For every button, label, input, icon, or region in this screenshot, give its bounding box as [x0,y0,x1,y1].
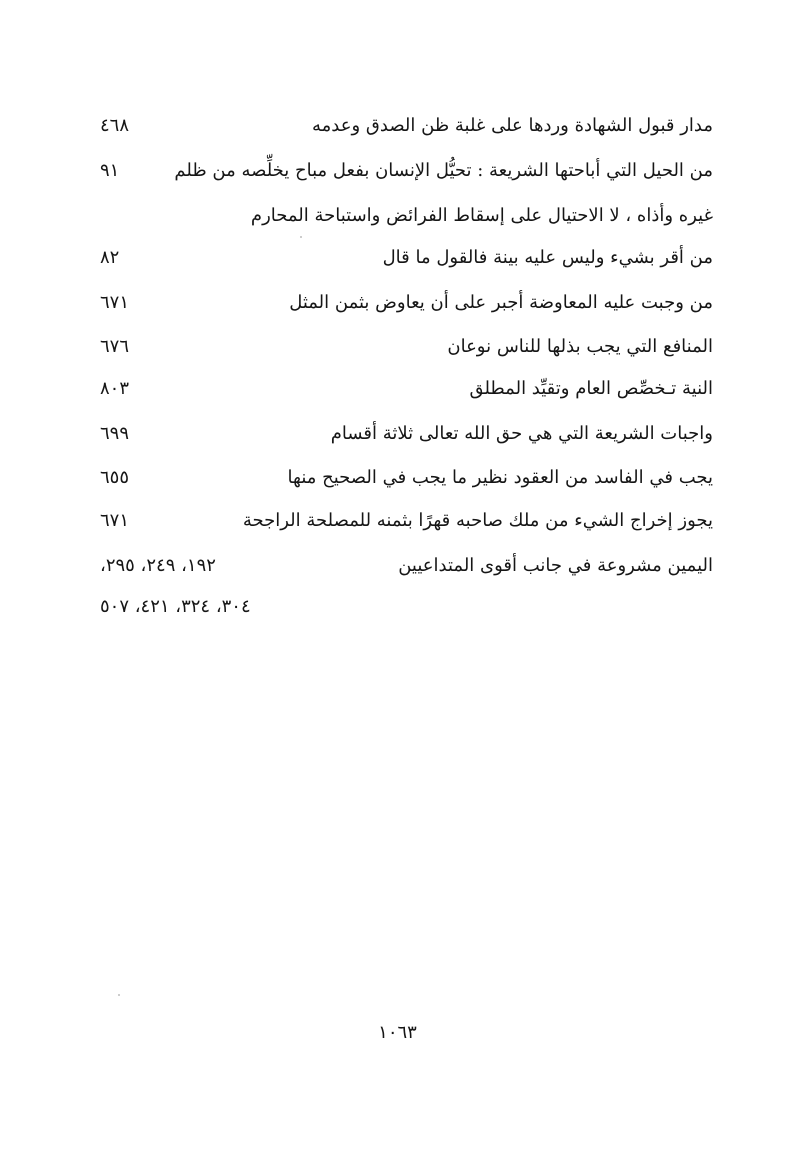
entry-page-number: ٨٢ [100,247,120,268]
index-entry [100,283,713,323]
entry-text: من أقر بشيء وليس عليه بينة فالقول ما قال [382,247,713,268]
index-entry [100,501,713,541]
page-number: ١٠٦٣ [378,1022,417,1043]
entry-text: المنافع التي يجب بذلها للناس نوعان [447,336,713,357]
index-entry [100,327,713,367]
print-speck [300,236,302,238]
entry-text: يجوز إخراج الشيء من ملك صاحبه قهرًا بثمنه للمصلحة الراجحة [242,510,713,531]
index-entry [100,151,713,191]
entry-text: النية تـخصِّص العام وتقيِّد المطلق [469,378,713,399]
entry-text: واجبات الشريعة التي هي حق الله تعالى ثلاثة أقسام [330,423,713,444]
entry-page-number: ٩١ [100,160,120,181]
entry-text: مدار قبول الشهادة وردها على غلبة ظن الصدق وعدمه [312,115,713,136]
index-entry [100,238,713,278]
entry-page-number: ٦٩٩ [100,423,130,444]
entry-text: من الحيل التي أباحتها الشريعة : تحيُّل الإنسان بفعل مباح يخلِّصه من ظلم [174,160,713,181]
entry-page-number-continuation: ٣٠٤، ٣٢٤، ٤٢١، ٥٠٧ [100,596,251,617]
index-entry [100,546,713,586]
entry-page-number: ٦٧١ [100,510,130,531]
entry-text: اليمين مشروعة في جانب أقوى المتداعيين [398,555,713,576]
index-entry [100,414,713,454]
entry-page-number: ٦٧١ [100,292,130,313]
entry-page-number: ٨٠٣ [100,378,130,399]
entry-text-continuation: غيره وأذاه ، لا الاحتيال على إسقاط الفرائض واستباحة المحارم [250,205,713,226]
print-speck [118,994,120,996]
entry-page-number: ١٩٢، ٢٤٩، ٢٩٥، [100,555,216,576]
index-entry [100,106,713,146]
entry-text: من وجبت عليه المعاوضة أجبر على أن يعاوض بثمن المثل [289,292,713,313]
entry-page-number: ٤٦٨ [100,115,130,136]
entry-page-number: ٦٧٦ [100,336,130,357]
index-entry [100,369,713,409]
entry-page-number: ٦٥٥ [100,467,130,488]
index-entry [100,458,713,498]
entry-text: يجب في الفاسد من العقود نظير ما يجب في الصحيح منها [287,467,713,488]
